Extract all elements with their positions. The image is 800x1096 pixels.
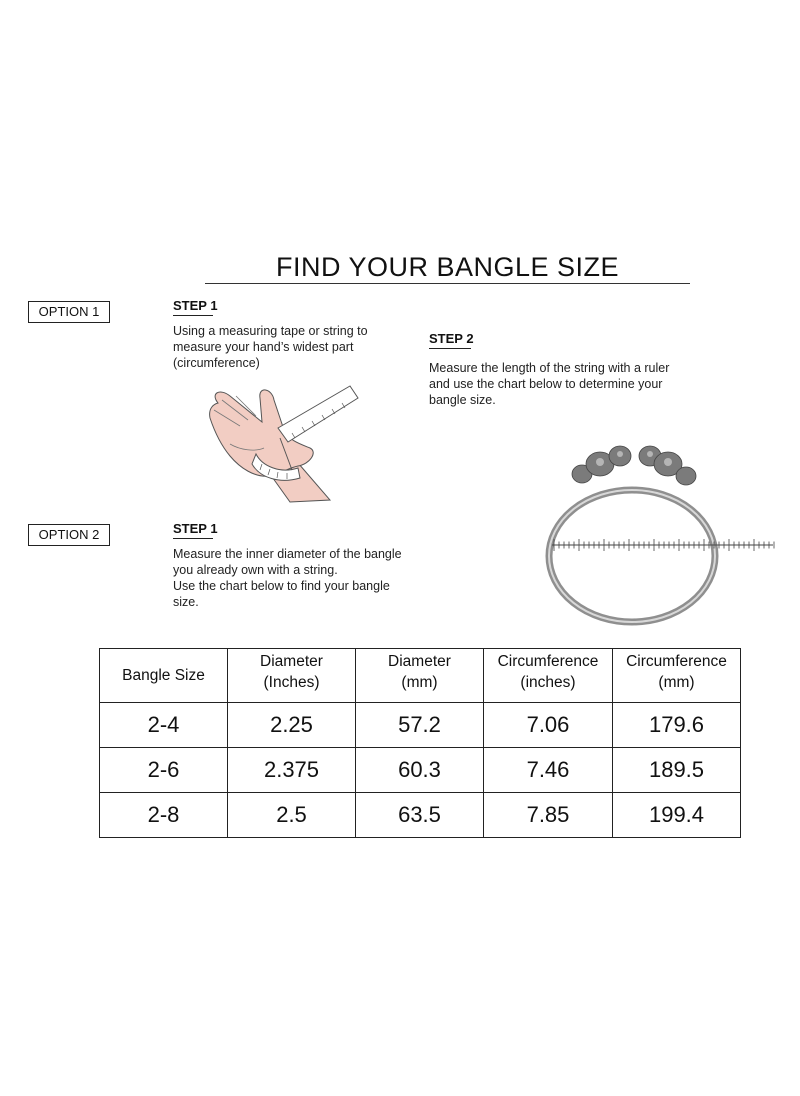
text-line: you already own with a string. <box>173 563 338 577</box>
bangle-with-ruler-illustration <box>540 438 780 628</box>
text-line: Measure the inner diameter of the bangle <box>173 547 402 561</box>
header-circumference-inches <box>484 649 613 703</box>
table-cell: 7.46 <box>484 748 613 793</box>
page-title: FIND YOUR BANGLE SIZE <box>275 252 620 282</box>
table-cell: 2-8 <box>100 793 228 838</box>
header-line: Diameter <box>260 653 323 670</box>
header-circumference-mm <box>613 649 741 703</box>
bangle-size-table <box>99 648 741 838</box>
header-diameter-mm <box>356 649 484 703</box>
option-1-step-2-heading: STEP 2 <box>429 331 474 346</box>
table-header-row <box>100 649 741 703</box>
table-cell: 199.4 <box>613 793 741 838</box>
header-line: (inches) <box>520 674 576 691</box>
table-cell: 2.5 <box>228 793 356 838</box>
table-cell: 179.6 <box>613 703 741 748</box>
header-diameter-inches <box>228 649 356 703</box>
header-line: Bangle Size <box>122 667 205 684</box>
text-line: (circumference) <box>173 356 260 370</box>
option-1-step-2-text <box>429 360 719 408</box>
text-line: size. <box>173 595 199 609</box>
header-line: Circumference <box>497 653 599 670</box>
table-row <box>100 703 741 748</box>
step-underline <box>429 348 471 349</box>
option-1-label: OPTION 1 <box>28 301 110 323</box>
text-line: bangle size. <box>429 393 496 407</box>
table-cell: 60.3 <box>356 748 484 793</box>
text-line: measure your hand’s widest part <box>173 340 354 354</box>
header-bangle-size <box>100 649 228 703</box>
table-cell: 189.5 <box>613 748 741 793</box>
table-cell: 57.2 <box>356 703 484 748</box>
header-line: Circumference <box>626 653 727 670</box>
option-2-label: OPTION 2 <box>28 524 110 546</box>
table-row <box>100 793 741 838</box>
header-line: (mm) <box>401 674 438 691</box>
hand-with-measuring-tape-illustration <box>200 378 365 503</box>
table-cell: 2-4 <box>100 703 228 748</box>
table-cell: 7.06 <box>484 703 613 748</box>
option-1-step-1-text <box>173 323 413 371</box>
option-1-step-1-heading: STEP 1 <box>173 298 218 313</box>
title-underline <box>205 283 690 284</box>
table-cell: 2.375 <box>228 748 356 793</box>
table-row <box>100 748 741 793</box>
text-line: Measure the length of the string with a ruler <box>429 361 670 375</box>
header-line: (Inches) <box>263 674 320 691</box>
text-line: Use the chart below to find your bangle <box>173 579 390 593</box>
table-cell: 2-6 <box>100 748 228 793</box>
header-line: (mm) <box>658 674 695 691</box>
table-cell: 2.25 <box>228 703 356 748</box>
text-line: Using a measuring tape or string to <box>173 324 368 338</box>
option-2-step-1-text <box>173 546 433 610</box>
header-line: Diameter <box>388 653 451 670</box>
table-cell: 7.85 <box>484 793 613 838</box>
text-line: and use the chart below to determine your <box>429 377 663 391</box>
step-underline <box>173 538 213 539</box>
step-underline <box>173 315 213 316</box>
option-2-step-1-heading: STEP 1 <box>173 521 218 536</box>
table-cell: 63.5 <box>356 793 484 838</box>
